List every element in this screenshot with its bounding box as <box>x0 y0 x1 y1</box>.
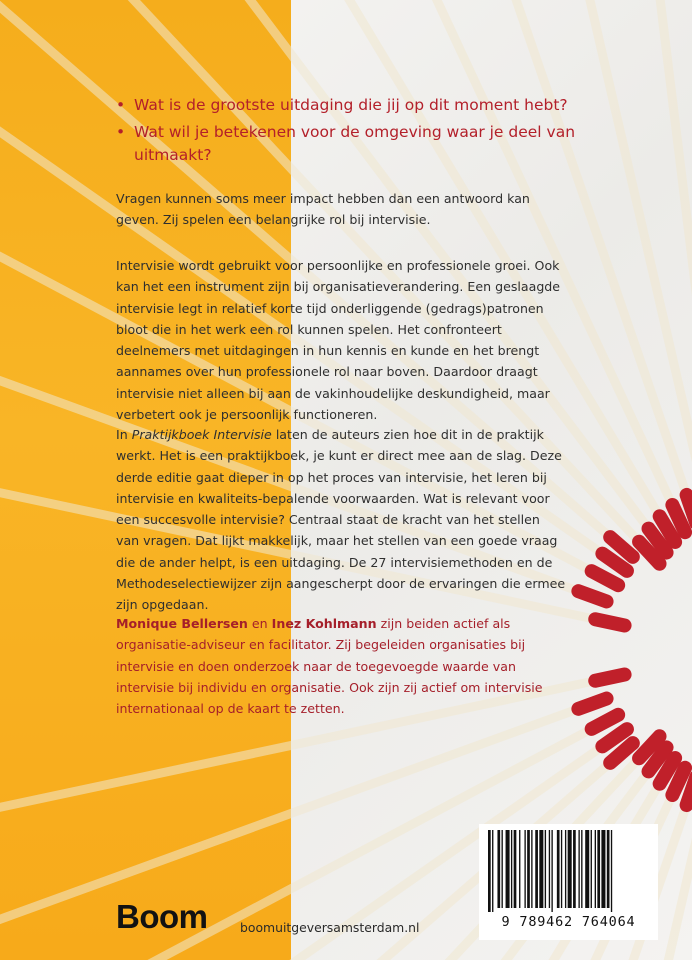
question-list <box>116 94 576 171</box>
question-item <box>116 94 576 117</box>
bullet-icon: • <box>116 123 126 141</box>
publisher-logo: Boom <box>116 898 208 935</box>
author-name: Inez Kohlmann <box>271 616 377 631</box>
question-item <box>116 121 576 167</box>
question-text: Wat is de grootste uitdaging die jij op dit moment hebt? <box>134 96 568 114</box>
isbn-number: 9 789462 764064 <box>501 914 636 930</box>
book-paragraph <box>116 424 566 616</box>
author-bio: zijn beiden actief als organisatie-adviseur en facilitator. Zij begeleiden organisaties bij intervisie en doen onderzoek naar de toegevoegde waarde van intervisie bij individu en organisatie. Ook zijn zij actief om intervisie internationaal op de kaart te zetten. <box>116 616 543 717</box>
book-description: laten de auteurs zien hoe dit in de praktijk werkt. Het is een praktijkboek, je kunt er direct mee aan de slag. Deze derde editie gaat dieper in op het proces van intervisie, het leren bij intervisie en kwaliteits-bepalende voorwaarden. Wat is relevant voor een succesvolle intervisie? Centraal staat de kracht van het stellen van vragen. Dat lijkt makkelijk, maar het stellen van een goede vraag die de ander helpt, is een uitdaging. De 27 intervisiemethoden en de Methodeselectiewijzer zijn aangescherpt door de ervaringen die ermee zijn opgedaan. <box>116 427 566 613</box>
author-conjunction: en <box>251 616 268 631</box>
publisher-website: boomuitgeversamsterdam.nl <box>240 920 420 935</box>
author-name: Monique Bellersen <box>116 616 248 631</box>
description-paragraph: Intervisie wordt gebruikt voor persoonlijke en professionele groei. Ook kan het een instrument zijn bij organisatieverandering. Een geslaagde intervisie legt in relatief korte tijd onderliggende (gedrags)patronen bloot die in het werk een rol kunnen spelen. Het confronteert deelnemers met uitdagingen in hun kennis en kunde en het brengt aannames over hun professionele rol naar boven. Daardoor draagt intervisie niet alleen bij aan de vakinhoudelijke deskundigheid, maar verbetert ook je persoonlijk functioneren. <box>116 258 561 423</box>
barcode-bars <box>488 830 649 912</box>
book-intro-word: In <box>116 427 128 442</box>
author-paragraph <box>116 613 566 719</box>
book-title: Praktijkboek Intervisie <box>131 427 272 442</box>
question-text: Wat wil je betekenen voor de omgeving waar je deel van uitmaakt? <box>134 123 576 164</box>
bullet-icon: • <box>116 96 126 114</box>
isbn-barcode <box>479 824 658 940</box>
intro-paragraph: Vragen kunnen soms meer impact hebben dan een antwoord kan geven. Zij spelen een belangrijke rol bij intervisie. <box>116 191 530 228</box>
